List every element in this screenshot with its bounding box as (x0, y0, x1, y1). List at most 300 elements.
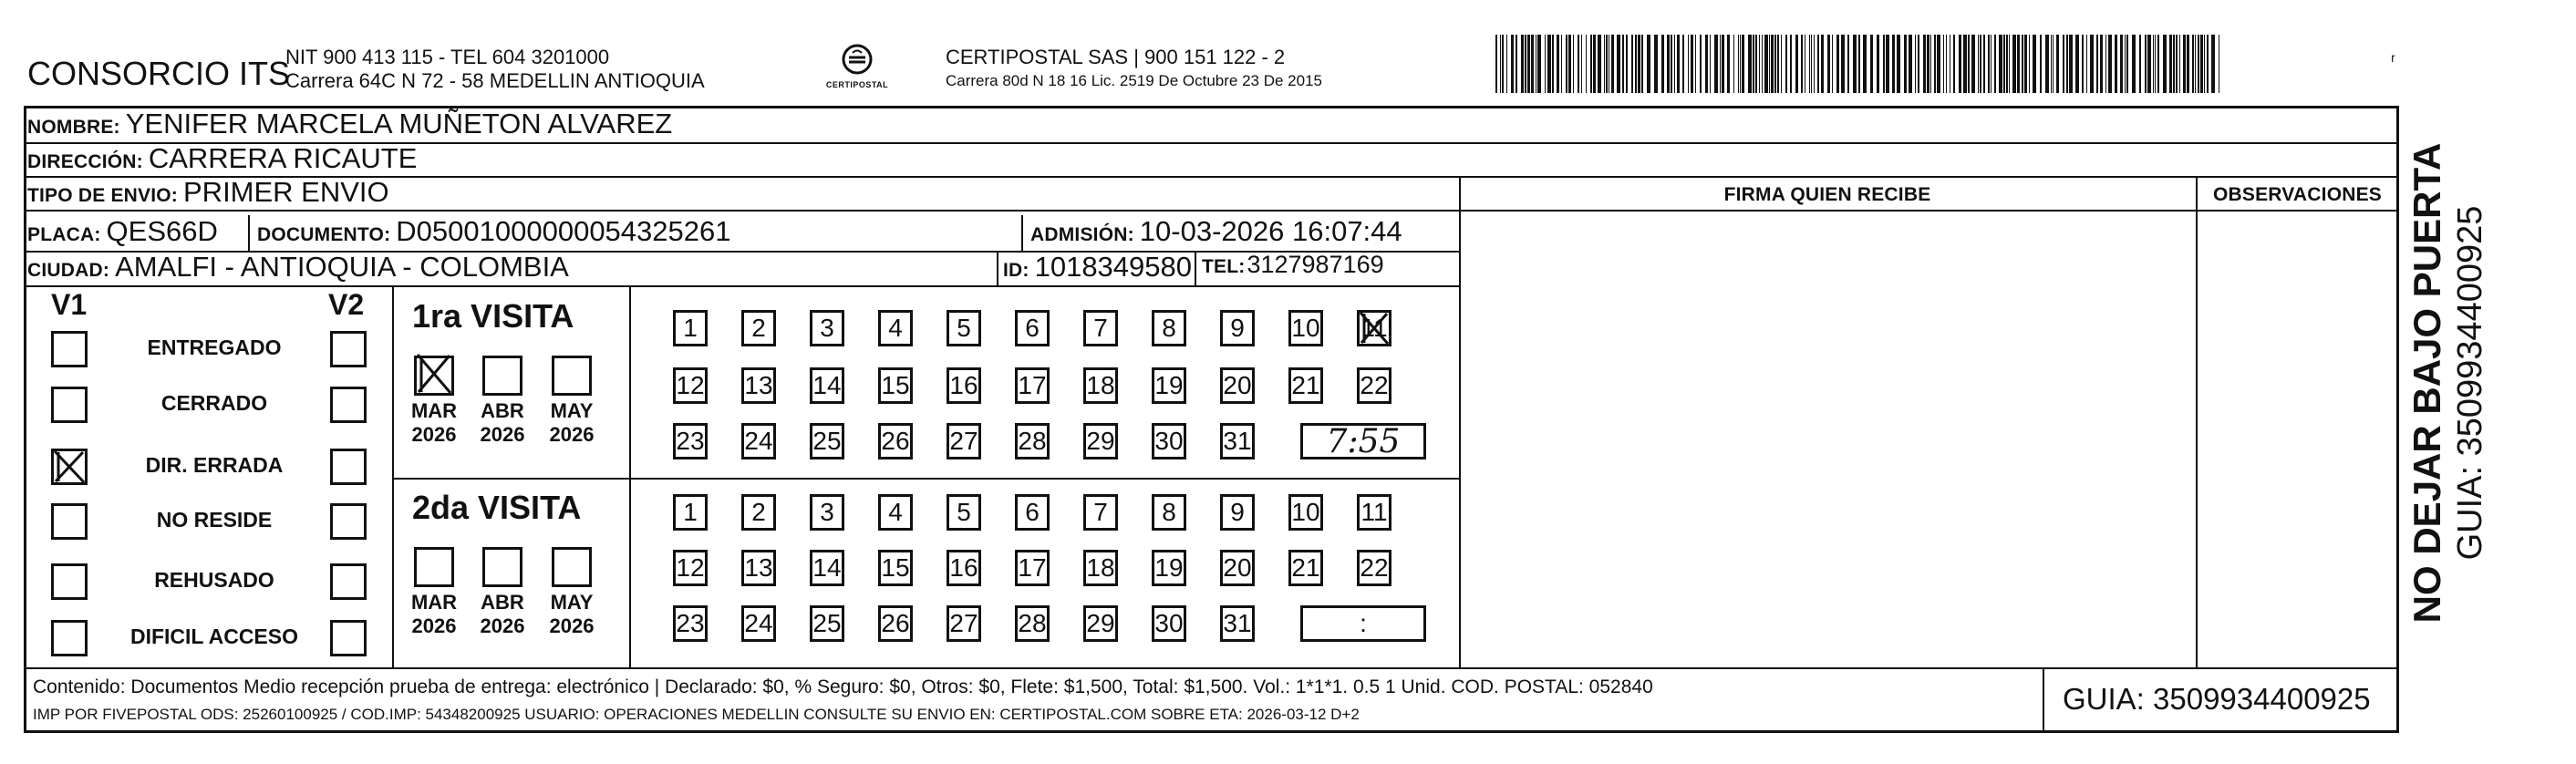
barcode-bar (1617, 35, 1620, 93)
day-box[interactable]: 5 (947, 310, 981, 346)
barcode-bar (2147, 35, 2151, 93)
barcode-bar (1892, 35, 1895, 93)
day-box[interactable]: 17 (1015, 367, 1050, 404)
month-name: MAR (410, 591, 458, 614)
day-box[interactable]: 4 (878, 494, 913, 531)
month-checkbox[interactable] (482, 547, 522, 587)
barcode-bar (1525, 35, 1526, 93)
direccion-value: CARRERA RICAUTE (148, 142, 418, 174)
barcode-bar (1943, 35, 1944, 93)
barcode-bar (2082, 35, 2084, 93)
barcode-bar (2173, 35, 2175, 93)
barcode-bar (1521, 35, 1524, 93)
day-box[interactable]: 19 (1152, 367, 1186, 404)
barcode-bar (1641, 35, 1643, 93)
barcode-bar (1527, 35, 1530, 93)
day-box[interactable]: 9 (1220, 310, 1255, 346)
day-box[interactable]: 22 (1357, 550, 1391, 586)
barcode-bar (1847, 35, 1849, 93)
barcode-bar (2115, 35, 2117, 93)
checkbox-v2[interactable] (330, 620, 367, 656)
barcode-bar (1795, 35, 1798, 93)
barcode-bar (1710, 35, 1711, 93)
day-box[interactable]: 3 (810, 494, 844, 531)
barcode-bar (2176, 35, 2178, 93)
month-checkbox[interactable] (552, 547, 592, 587)
barcode-bar (2200, 35, 2203, 93)
barcode-bar (2183, 35, 2186, 93)
visit-title: 2da VISITA (412, 489, 582, 526)
nit-line: NIT 900 413 115 - TEL 604 3201000 (285, 46, 610, 68)
nombre-label: NOMBRE: (27, 117, 120, 138)
barcode-bar (2187, 35, 2189, 93)
barcode-bar (1500, 35, 1501, 93)
barcode-bar (2157, 35, 2159, 93)
barcode-bar (1700, 35, 1702, 93)
barcode-bar (2163, 35, 2167, 93)
month-name: MAY (550, 591, 594, 614)
day-box[interactable]: 26 (878, 605, 913, 642)
barcode-bar (1740, 35, 1741, 93)
barcode-bar (2211, 35, 2215, 93)
barcode-bar (1927, 35, 1929, 93)
admision-label: ADMISIÓN: (1030, 224, 1134, 245)
checkbox-v2[interactable] (330, 563, 367, 600)
barcode-bar (2040, 35, 2042, 93)
tel-row (1202, 251, 1384, 279)
barcode-bar (2169, 35, 2172, 93)
day-box[interactable]: 7 (1083, 494, 1118, 531)
barcode-bar (1937, 35, 1940, 93)
month-year: 2026 (480, 423, 525, 446)
barcode-bar (1753, 35, 1754, 93)
documento-label: DOCUMENTO: (257, 224, 391, 245)
barcode-bar (2155, 35, 2156, 93)
day-box[interactable]: 4 (878, 310, 913, 346)
contenido-text: Contenido: Documentos Medio recepción prueba de entrega: electrónico | Declarado: $0, % Seguro: $0, Otros: $0, Flete: $1,500, Total: $1,500. Vol.: 1*1*1. 0.5 1 Unid. COD. POSTAL: 052840 (33, 676, 1653, 697)
day-box[interactable]: 14 (810, 367, 844, 404)
barcode-bar (1674, 35, 1675, 93)
day-box[interactable]: 16 (947, 550, 981, 586)
guia-footer: GUIA: 3509934400925 (2063, 682, 2371, 716)
firma-header: FIRMA QUIEN RECIBE (1723, 184, 1931, 205)
month-name: MAY (550, 399, 594, 422)
barcode-bar (1801, 35, 1803, 93)
barcode-bar (2204, 35, 2205, 93)
time-box[interactable]: : (1300, 605, 1426, 642)
barcode-bar (1915, 35, 1916, 93)
barcode-bar (2009, 35, 2010, 93)
barcode-bar (1983, 35, 1985, 93)
barcode-bar (1638, 35, 1640, 93)
barcode-bar (1691, 35, 1693, 93)
barcode-bar (1877, 35, 1879, 93)
month-year: 2026 (411, 614, 457, 637)
checkbox-v1[interactable] (51, 331, 88, 367)
month-label (407, 591, 461, 638)
observaciones-header: OBSERVACIONES (2212, 184, 2383, 205)
status-label: ENTREGADO (147, 336, 282, 359)
barcode-bar (1727, 35, 1730, 93)
day-box[interactable]: 29 (1083, 423, 1118, 459)
barcode (1495, 35, 2220, 93)
barcode-bar (2017, 35, 2020, 93)
barcode-bar (1631, 35, 1633, 93)
barcode-bar (1785, 35, 1787, 93)
barcode-bar (1557, 35, 1559, 93)
barcode-bar (1863, 35, 1867, 93)
day-box[interactable]: 28 (1015, 423, 1050, 459)
barcode-bar (1777, 35, 1779, 93)
barcode-bar (1573, 35, 1574, 93)
barcode-bar (1561, 35, 1562, 93)
day-box[interactable]: 17 (1015, 550, 1050, 586)
barcode-bar (2053, 35, 2054, 93)
imp-text: IMP POR FIVEPOSTAL ODS: 25260100925 / COD.IMP: 54348200925 USUARIO: OPERACIONES MEDELLIN CONSULTE SU ENVIO EN: CERTIPOSTAL.COM SOBRE ETA: 2026-03-12 D+2 (33, 706, 1360, 723)
barcode-bar (1836, 35, 1839, 93)
day-box[interactable]: 13 (741, 367, 776, 404)
checkbox-v2[interactable] (330, 331, 367, 367)
day-box[interactable]: 19 (1152, 550, 1186, 586)
checkbox-v2[interactable] (330, 503, 367, 540)
day-box[interactable]: 6 (1015, 494, 1050, 531)
barcode-bar (2051, 35, 2052, 93)
day-box[interactable]: 26 (878, 423, 913, 459)
barcode-bar (2207, 35, 2209, 93)
month-label (475, 591, 530, 638)
barcode-bar (1626, 35, 1628, 93)
month-checkbox[interactable] (482, 356, 522, 396)
barcode-bar (2100, 35, 2103, 93)
barcode-bar (1714, 35, 1718, 93)
ciudad-value: AMALFI - ANTIOQUIA - COLOMBIA (115, 251, 569, 283)
day-box[interactable]: 20 (1220, 550, 1255, 586)
day-box[interactable]: 16 (947, 367, 981, 404)
certipostal-address: Carrera 80d N 18 16 Lic. 2519 De Octubre 23 De 2015 (946, 72, 1322, 89)
day-box[interactable]: 29 (1083, 605, 1118, 642)
admision-row (1030, 215, 1402, 248)
day-box[interactable]: 20 (1220, 367, 1255, 404)
month-checkbox[interactable] (414, 547, 454, 587)
barcode-bar (2056, 35, 2059, 93)
day-box[interactable]: 8 (1152, 310, 1186, 346)
barcode-bar (2179, 35, 2180, 93)
barcode-bar (2126, 35, 2128, 93)
barcode-bar (1934, 35, 1936, 93)
day-box[interactable]: 6 (1015, 310, 1050, 346)
barcode-bar (1858, 35, 1860, 93)
checkbox-v1[interactable] (51, 449, 88, 485)
barcode-bar (1817, 35, 1819, 93)
barcode-bar (2033, 35, 2036, 93)
barcode-bar (1790, 35, 1792, 93)
barcode-bar (1755, 35, 1757, 93)
barcode-bar (1930, 35, 1931, 93)
barcode-bar (1968, 35, 1970, 93)
day-box[interactable]: 25 (810, 605, 844, 642)
barcode-bar (1667, 35, 1670, 93)
side-warning: NO DEJAR BAJO PUERTA (2405, 142, 2448, 624)
barcode-bar (2003, 35, 2005, 93)
barcode-bar (2139, 35, 2141, 93)
barcode-bar (1827, 35, 1830, 93)
placa-row (27, 215, 218, 248)
barcode-bar (1811, 35, 1812, 93)
month-label (475, 399, 530, 447)
barcode-bar (1720, 35, 1721, 93)
barcode-bar (2105, 35, 2106, 93)
barcode-bar (1688, 35, 1689, 93)
company-name: CONSORCIO ITS (27, 55, 291, 92)
nombre-value: YENIFER MARCELA MUÑETON ALVAREZ (125, 108, 673, 139)
day-box[interactable]: 2 (741, 494, 776, 531)
month-year: 2026 (549, 614, 595, 637)
barcode-bar (1821, 35, 1824, 93)
month-name: ABR (481, 399, 524, 422)
day-box[interactable]: 21 (1288, 550, 1323, 586)
checkbox-v1[interactable] (51, 563, 88, 600)
barcode-bar (2090, 35, 2094, 93)
barcode-bar (1537, 35, 1541, 93)
month-name: MAR (410, 399, 458, 422)
barcode-bar (2096, 35, 2098, 93)
barcode-bar (1654, 35, 1658, 93)
barcode-bar (1978, 35, 1979, 93)
barcode-bar (1994, 35, 1996, 93)
day-box[interactable]: 10 (1288, 494, 1323, 531)
barcode-bar (1705, 35, 1708, 93)
day-box[interactable]: 5 (947, 494, 981, 531)
placa-value: QES66D (106, 215, 218, 247)
month-checkbox[interactable] (414, 356, 454, 396)
day-box[interactable]: 30 (1152, 605, 1186, 642)
status-label: DIR. ERRADA (145, 453, 284, 477)
barcode-bar (1604, 35, 1605, 93)
day-box[interactable]: 15 (878, 550, 913, 586)
checkbox-v2[interactable] (330, 449, 367, 485)
day-box[interactable]: 2 (741, 310, 776, 346)
day-box[interactable]: 8 (1152, 494, 1186, 531)
barcode-bar (1661, 35, 1664, 93)
barcode-bar (1511, 35, 1514, 93)
month-label (544, 591, 599, 638)
day-box[interactable]: 25 (810, 423, 844, 459)
barcode-bar (2022, 35, 2023, 93)
tel-label: TEL: (1202, 256, 1246, 277)
checkbox-v1[interactable] (51, 503, 88, 540)
barcode-bar (1502, 35, 1504, 93)
pen-mark: ʳ (2391, 51, 2395, 71)
tipo-label: TIPO DE ENVIO: (27, 185, 178, 206)
barcode-bar (1635, 35, 1637, 93)
barcode-bar (1886, 35, 1889, 93)
barcode-bar (1531, 35, 1534, 93)
barcode-bar (1547, 35, 1551, 93)
day-box[interactable]: 1 (673, 310, 708, 346)
month-year: 2026 (411, 423, 457, 446)
barcode-bar (1870, 35, 1873, 93)
documento-value: D05001000000054325261 (396, 215, 731, 247)
day-box[interactable]: 11 (1357, 310, 1391, 346)
day-box[interactable]: 18 (1083, 367, 1118, 404)
barcode-bar (1606, 35, 1608, 93)
day-box[interactable]: 15 (878, 367, 913, 404)
barcode-bar (2024, 35, 2027, 93)
barcode-bar (1506, 35, 1507, 93)
day-box[interactable]: 28 (1015, 605, 1050, 642)
id-label: ID: (1003, 260, 1029, 281)
barcode-bar (1581, 35, 1582, 93)
barcode-bar (1814, 35, 1815, 93)
day-box[interactable]: 31 (1220, 605, 1255, 642)
barcode-bar (1759, 35, 1760, 93)
barcode-bar (1568, 35, 1571, 93)
day-box[interactable]: 10 (1288, 310, 1323, 346)
barcode-bar (1999, 35, 2002, 93)
barcode-bar (1841, 35, 1845, 93)
direccion-row (27, 142, 417, 175)
day-box[interactable]: 21 (1288, 367, 1323, 404)
barcode-bar (2153, 35, 2154, 93)
month-label (407, 399, 461, 447)
barcode-bar (2045, 35, 2049, 93)
barcode-bar (2029, 35, 2030, 93)
v1-label: V1 (51, 288, 88, 321)
barcode-bar (1495, 35, 1497, 93)
barcode-bar (1622, 35, 1624, 93)
barcode-bar (2132, 35, 2136, 93)
barcode-bar (1946, 35, 1947, 93)
month-year: 2026 (549, 423, 595, 446)
admision-value: 10-03-2026 16:07:44 (1139, 215, 1402, 247)
barcode-bar (1586, 35, 1587, 93)
barcode-bar (1853, 35, 1857, 93)
day-box[interactable]: 7 (1083, 310, 1118, 346)
barcode-bar (1988, 35, 1990, 93)
tipo-row (27, 176, 389, 209)
barcode-bar (2145, 35, 2147, 93)
barcode-bar (1671, 35, 1672, 93)
barcode-bar (2195, 35, 2196, 93)
day-box[interactable]: 24 (741, 423, 776, 459)
barcode-bar (1980, 35, 1981, 93)
barcode-bar (1762, 35, 1763, 93)
ciudad-row (27, 251, 569, 284)
barcode-bar (1918, 35, 1919, 93)
v2-label: V2 (328, 288, 365, 321)
id-row (1003, 251, 1192, 284)
status-label: DIFICIL ACCESO (129, 625, 298, 648)
status-label: REHUSADO (154, 568, 274, 592)
barcode-bar (2075, 35, 2079, 93)
status-label: NO RESIDE (156, 508, 273, 532)
checkbox-v1[interactable] (51, 620, 88, 656)
barcode-bar (1771, 35, 1774, 93)
company-address: Carrera 64C N 72 - 58 MEDELLIN ANTIOQUIA (285, 69, 705, 92)
day-box[interactable]: 11 (1357, 494, 1391, 531)
barcode-bar (1832, 35, 1833, 93)
barcode-bar (1769, 35, 1770, 93)
barcode-bar (2006, 35, 2008, 93)
barcode-bar (1909, 35, 1912, 93)
tel-value: 3127987169 (1247, 251, 1384, 278)
day-box[interactable]: 12 (673, 367, 708, 404)
barcode-bar (2198, 35, 2199, 93)
barcode-bar (1809, 35, 1810, 93)
barcode-bar (1959, 35, 1961, 93)
barcode-bar (1923, 35, 1926, 93)
barcode-bar (1722, 35, 1724, 93)
day-box[interactable]: 22 (1357, 367, 1391, 404)
day-box[interactable]: 31 (1220, 423, 1255, 459)
month-checkbox[interactable] (552, 356, 592, 396)
certipostal-logo (825, 41, 889, 96)
day-box[interactable]: 14 (810, 550, 844, 586)
nombre-row (27, 108, 672, 140)
barcode-bar (1552, 35, 1554, 93)
barcode-bar (2125, 35, 2126, 93)
logo-text: CERTIPOSTAL (825, 80, 889, 89)
barcode-bar (1590, 35, 1592, 93)
barcode-bar (1883, 35, 1885, 93)
day-box[interactable]: 12 (673, 550, 708, 586)
visit-title: 1ra VISITA (412, 297, 574, 335)
barcode-bar (1904, 35, 1907, 93)
checkbox-v1[interactable] (51, 387, 88, 423)
placa-label: PLACA: (27, 224, 101, 245)
barcode-bar (1682, 35, 1684, 93)
day-box[interactable]: 3 (810, 310, 844, 346)
barcode-bar (2192, 35, 2194, 93)
day-box[interactable]: 9 (1220, 494, 1255, 531)
barcode-bar (1733, 35, 1734, 93)
barcode-bar (1677, 35, 1680, 93)
day-box[interactable]: 30 (1152, 423, 1186, 459)
status-label: CERRADO (160, 391, 268, 415)
barcode-bar (1764, 35, 1768, 93)
day-box[interactable]: 23 (673, 605, 708, 642)
barcode-bar (1516, 35, 1517, 93)
barcode-bar (1963, 35, 1967, 93)
barcode-bar (1781, 35, 1782, 93)
barcode-bar (2012, 35, 2016, 93)
barcode-bar (2066, 35, 2068, 93)
barcode-bar (1566, 35, 1567, 93)
day-box[interactable]: 27 (947, 423, 981, 459)
checkbox-v2[interactable] (330, 387, 367, 423)
documento-row (257, 215, 730, 248)
barcode-bar (1598, 35, 1601, 93)
day-box[interactable]: 23 (673, 423, 708, 459)
barcode-bar (1897, 35, 1900, 93)
barcode-bar (1774, 35, 1776, 93)
barcode-bar (1593, 35, 1596, 93)
day-box[interactable]: 13 (741, 550, 776, 586)
day-box[interactable]: 18 (1083, 550, 1118, 586)
barcode-bar (1953, 35, 1955, 93)
day-box[interactable]: 24 (741, 605, 776, 642)
tipo-value: PRIMER ENVIO (183, 176, 389, 208)
day-box[interactable]: 1 (673, 494, 708, 531)
barcode-bar (1742, 35, 1744, 93)
day-box[interactable]: 27 (947, 605, 981, 642)
barcode-bar (2120, 35, 2123, 93)
barcode-bar (1695, 35, 1696, 93)
barcode-bar (1738, 35, 1739, 93)
barcode-bar (2063, 35, 2064, 93)
barcode-bar (1578, 35, 1579, 93)
time-box[interactable]: 7:55 (1300, 423, 1426, 459)
